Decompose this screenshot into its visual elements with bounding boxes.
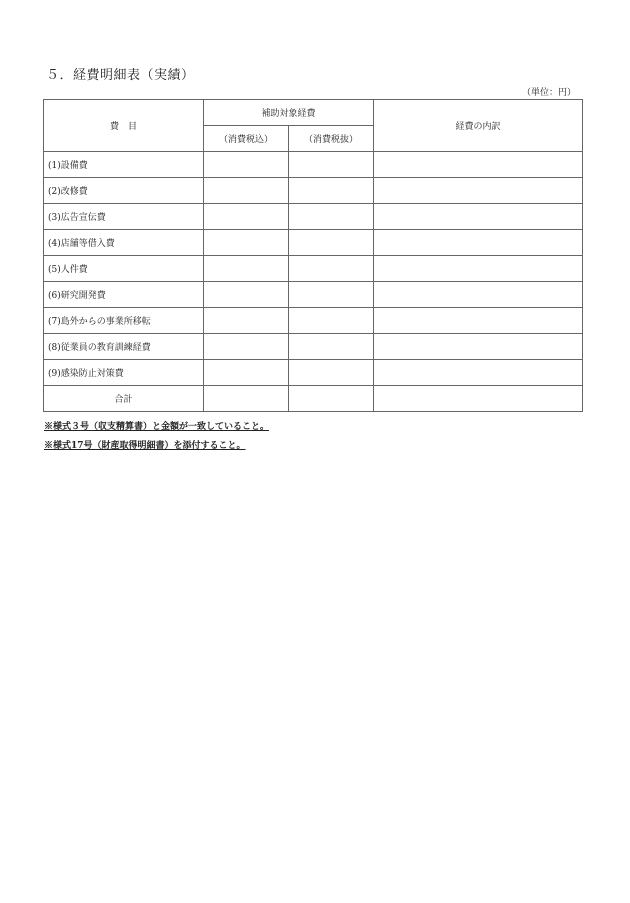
table-row <box>44 152 583 178</box>
row-label: (5)人件費 <box>44 256 204 282</box>
row-label: (8)従業員の教育訓練経費 <box>44 334 204 360</box>
cell-tax-excluded[interactable] <box>289 334 374 360</box>
row-label: (7)島外からの事業所移転 <box>44 308 204 334</box>
cell-tax-included[interactable] <box>204 178 289 204</box>
table-row <box>44 178 583 204</box>
row-label: (1)設備費 <box>44 152 204 178</box>
section-title: ５．経費明細表（実績） <box>46 68 195 83</box>
cell-tax-excluded[interactable] <box>289 204 374 230</box>
note-form17-attach: ※様式17号（財産取得明細書）を添付すること。 <box>44 441 246 451</box>
expense-table <box>43 99 583 412</box>
cell-tax-included[interactable] <box>204 308 289 334</box>
row-label: (3)広告宣伝費 <box>44 204 204 230</box>
cell-breakdown[interactable] <box>374 334 583 360</box>
cell-tax-excluded[interactable] <box>289 256 374 282</box>
table-row <box>44 256 583 282</box>
cell-tax-included[interactable] <box>204 334 289 360</box>
cell-tax-included[interactable] <box>204 360 289 386</box>
header-tax-excluded: （消費税抜） <box>289 126 374 152</box>
total-breakdown[interactable] <box>374 386 583 412</box>
table-row <box>44 282 583 308</box>
total-row <box>44 386 583 412</box>
table-row <box>44 334 583 360</box>
cell-tax-excluded[interactable] <box>289 152 374 178</box>
row-label: (2)改修費 <box>44 178 204 204</box>
cell-tax-excluded[interactable] <box>289 282 374 308</box>
cell-tax-excluded[interactable] <box>289 360 374 386</box>
table-row <box>44 360 583 386</box>
header-subsidy-group: 補助対象経費 <box>204 100 374 126</box>
cell-tax-excluded[interactable] <box>289 230 374 256</box>
cell-tax-excluded[interactable] <box>289 308 374 334</box>
unit-label: （単位：円） <box>521 88 576 98</box>
cell-breakdown[interactable] <box>374 178 583 204</box>
cell-breakdown[interactable] <box>374 360 583 386</box>
cell-tax-included[interactable] <box>204 230 289 256</box>
note-form3-match: ※様式３号（収支精算書）と金額が一致していること。 <box>44 422 270 432</box>
cell-tax-included[interactable] <box>204 204 289 230</box>
total-tax-included[interactable] <box>204 386 289 412</box>
row-label: (6)研究開発費 <box>44 282 204 308</box>
cell-breakdown[interactable] <box>374 282 583 308</box>
cell-breakdown[interactable] <box>374 152 583 178</box>
header-item: 費 目 <box>44 100 204 152</box>
total-label: 合計 <box>44 386 204 412</box>
cell-breakdown[interactable] <box>374 230 583 256</box>
row-label: (9)感染防止対策費 <box>44 360 204 386</box>
total-tax-excluded[interactable] <box>289 386 374 412</box>
header-breakdown: 経費の内訳 <box>374 100 583 152</box>
cell-tax-included[interactable] <box>204 282 289 308</box>
cell-breakdown[interactable] <box>374 308 583 334</box>
cell-tax-included[interactable] <box>204 256 289 282</box>
header-tax-included: （消費税込） <box>204 126 289 152</box>
cell-breakdown[interactable] <box>374 256 583 282</box>
table-row <box>44 308 583 334</box>
table-row <box>44 204 583 230</box>
cell-breakdown[interactable] <box>374 204 583 230</box>
table-row <box>44 230 583 256</box>
cell-tax-excluded[interactable] <box>289 178 374 204</box>
row-label: (4)店舗等借入費 <box>44 230 204 256</box>
cell-tax-included[interactable] <box>204 152 289 178</box>
